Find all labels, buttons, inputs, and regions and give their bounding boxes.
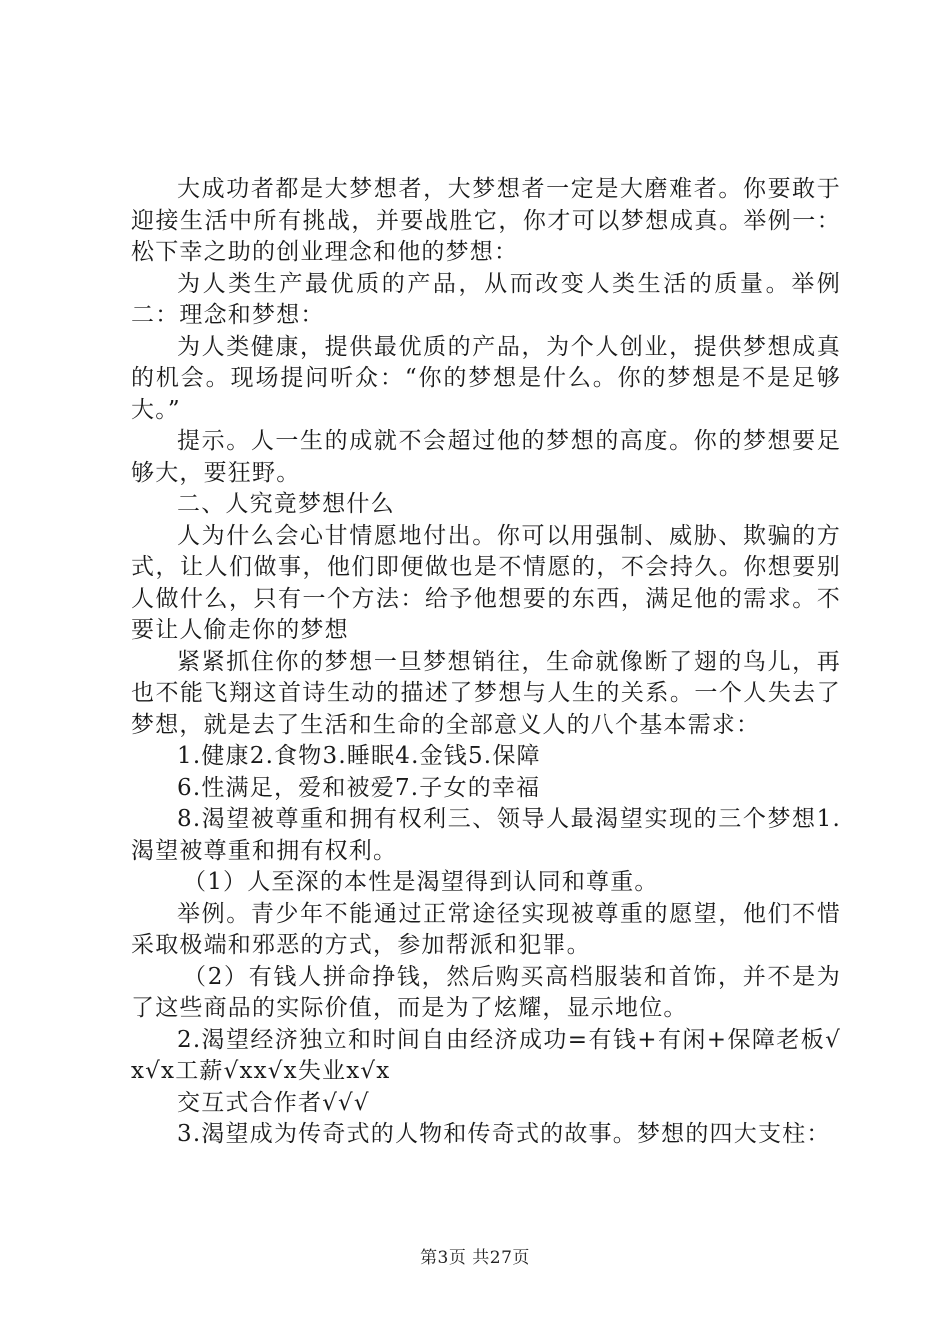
document-body	[131, 174, 841, 1151]
paragraph: 大成功者都是大梦想者，大梦想者一定是大磨难者。你要敢于迎接生活中所有挑战，并要战胜它，你才可以梦想成真。举例一：松下幸之助的创业理念和他的梦想：	[131, 176, 841, 265]
paragraph: 3.渴望成为传奇式的人物和传奇式的故事。梦想的四大支柱：	[177, 1121, 831, 1147]
page-number-footer: 第3页 共27页	[420, 1248, 530, 1268]
list-line: 8.渴望被尊重和拥有权利三、领导人最渴望实现的三个梦想1.渴望被尊重和拥有权利。	[131, 806, 841, 864]
paragraph: 紧紧抓住你的梦想一旦梦想销往，生命就像断了翅的鸟儿，再也不能飞翔这首诗生动的描述了梦想与人生的关系。一个人失去了梦想，就是去了生活和生命的全部意义人的八个基本需求：	[131, 648, 841, 738]
list-line: 6.性满足，爱和被爱7.子女的幸福	[177, 774, 541, 801]
paragraph: 交互式合作者√√√	[177, 1089, 370, 1116]
paragraph: 为人类生产最优质的产品，从而改变人类生活的质量。举例二：理念和梦想：	[131, 270, 841, 328]
paragraph: （1）人至深的本性是渴望得到认同和尊重。	[183, 869, 659, 895]
paragraph: 举例。青少年不能通过正常途径实现被尊重的愿望，他们不惜采取极端和邪恶的方式，参加帮派和犯罪。	[131, 900, 841, 958]
paragraph: 人为什么会心甘情愿地付出。你可以用强制、威胁、欺骗的方式，让人们做事，他们即便做也是不情愿的，不会持久。你想要别人做什么，只有一个方法：给予他想要的东西，满足他的需求。不要让人偷走你的梦想	[131, 522, 841, 643]
paragraph: 提示。人一生的成就不会超过他的梦想的高度。你的梦想要足够大，要狂野。	[131, 428, 841, 486]
list-line: 1.健康2.食物3.睡眠4.金钱5.保障	[177, 743, 541, 769]
section-heading: 二、人究竟梦想什么	[177, 491, 395, 517]
paragraph: （2）有钱人拼命挣钱，然后购买高档服装和首饰，并不是为了这些商品的实际价值，而是为了炫耀，显示地位。	[131, 963, 841, 1021]
paragraph: 2.渴望经济独立和时间自由经济成功=有钱+有闲+保障老板√x√x工薪√xx√x失业x√x	[131, 1026, 841, 1084]
paragraph: 为人类健康，提供最优质的产品，为个人创业，提供梦想成真的机会。现场提问听众：“你的梦想是什么。你的梦想是不是足够大。”	[131, 333, 841, 423]
